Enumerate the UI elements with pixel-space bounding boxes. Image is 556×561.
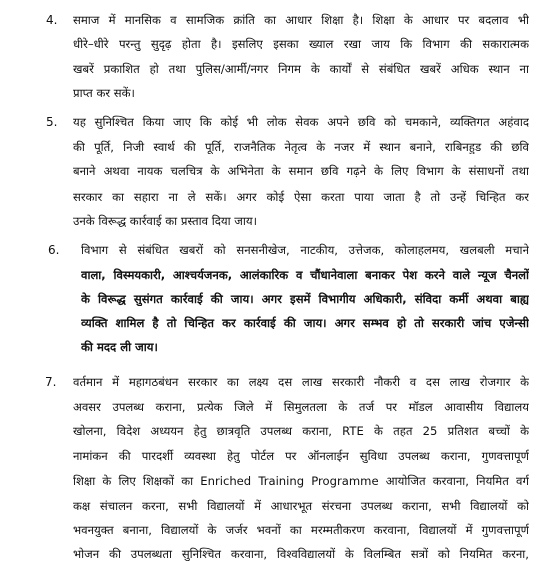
item-number: 7.: [45, 375, 57, 389]
item-text-line: कक्ष संचालन करना, सभी विद्यालयों में आधारभूत संरचना उपलब्ध कराना, सभी विद्यालयों को: [73, 499, 529, 513]
item-text-line: नामांकन की पारदर्शी व्यवस्था हेतु पोर्टल पर ऑनलाईन सुविधा उपलब्ध कराना, गुणवत्तापूर्ण: [73, 449, 529, 463]
item-text-line: भवनयुक्त बनाना, विद्यालयों के जर्जर भवनों का मरम्मतीकरण करवाना, विद्यालयों में गुणवत्तापूर्ण: [73, 523, 529, 537]
item-text-line: अवसर उपलब्ध कराना, प्रत्येक जिले में सिमुलतला के तर्ज पर मॉडल आवासीय विद्यालय: [73, 400, 529, 414]
item-text-line: यह सुनिश्चित किया जाए कि कोई भी लोक सेवक अपने छवि को चमकाने, व्यक्तिगत अहंवाद: [73, 115, 529, 129]
item-text-line: उनके विरूद्ध कार्रवाई का प्रस्ताव दिया जाय।: [73, 214, 257, 228]
item-text-line: भोजन की उपलब्धता सुनिश्चित करवाना, विश्वविद्यालयों के विलम्बित सत्रों को नियमित करना,: [73, 547, 529, 561]
item-text-line: व्यक्ति शामिल है तो चिन्हित कर कार्रवाई की जाय। अगर सम्भव हो तो सरकारी जांच एजेन्सी: [81, 316, 529, 330]
item-text-line: खबरें प्रकाशित हो तथा पुलिस/आर्मी/नगर निगम के कार्यों से संबंधित खबरें अधिक स्थान ना: [73, 62, 529, 76]
item-text-line: के विरूद्ध सुसंगत कार्रवाई की जाय। अगर इसमें विभागीय अधिकारी, संविदा कर्मी अथवा बाह्य: [81, 292, 529, 306]
item-text-line: बनाने अथवा नायक चलचित्र के अभिनेता के समान छवि गढ़ने के लिए विभाग के संसाधनों तथा: [73, 164, 529, 178]
item-text-line: धीरे–धीरे परन्तु सुदृढ़ होता है। इसलिए इसका ख्याल रखा जाय कि विभाग की सकारात्मक: [73, 37, 529, 51]
item-text-line: प्राप्त कर सकें।: [73, 86, 135, 100]
item-text-line: की पूर्ति, निजी स्वार्थ की पूर्ति, राजनैतिक नेतृत्व के नजर में स्थान बनाने, राबिनहुड की छवि: [73, 140, 529, 154]
item-text-line: की मदद ली जाय।: [81, 340, 158, 354]
item-text-line: वाला, विस्मयकारी, आश्चर्यजनक, आलंकारिक व चौंधानेवाला बनाकर पेश करने वाले न्यूज चैनलों: [81, 268, 529, 282]
item-text-line: सरकार का सहारा ना ले सकें। अगर कोई ऐसा करता पाया जाता है तो उन्हें चिन्हित कर: [73, 190, 529, 204]
item-number: 6.: [48, 243, 60, 257]
item-text-line: खोलना, विदेश अध्ययन हेतु छात्रवृति उपलब्ध कराना, RTE के तहत 25 प्रतिशत बच्चों के: [73, 424, 529, 438]
item-number: 5.: [46, 115, 58, 129]
item-text-line: विभाग से संबंधित खबरों को सनसनीखेज, नाटकीय, उत्तेजक, कोलाहलमय, खलबली मचाने: [81, 243, 529, 257]
item-text-line: शिक्षा के लिए शिक्षकों का Enriched Training Programme आयोजित करवाना, नियमित वर्ग: [73, 474, 529, 488]
item-number: 4.: [46, 13, 58, 27]
item-text-line: वर्तमान में महागठबंधन सरकार का लक्ष्य दस लाख सरकारी नौकरी व दस लाख रोजगार के: [73, 375, 529, 389]
item-text-line: समाज में मानसिक व सामजिक क्रांति का आधार शिक्षा है। शिक्षा के आधार पर बदलाव भी: [73, 13, 529, 27]
